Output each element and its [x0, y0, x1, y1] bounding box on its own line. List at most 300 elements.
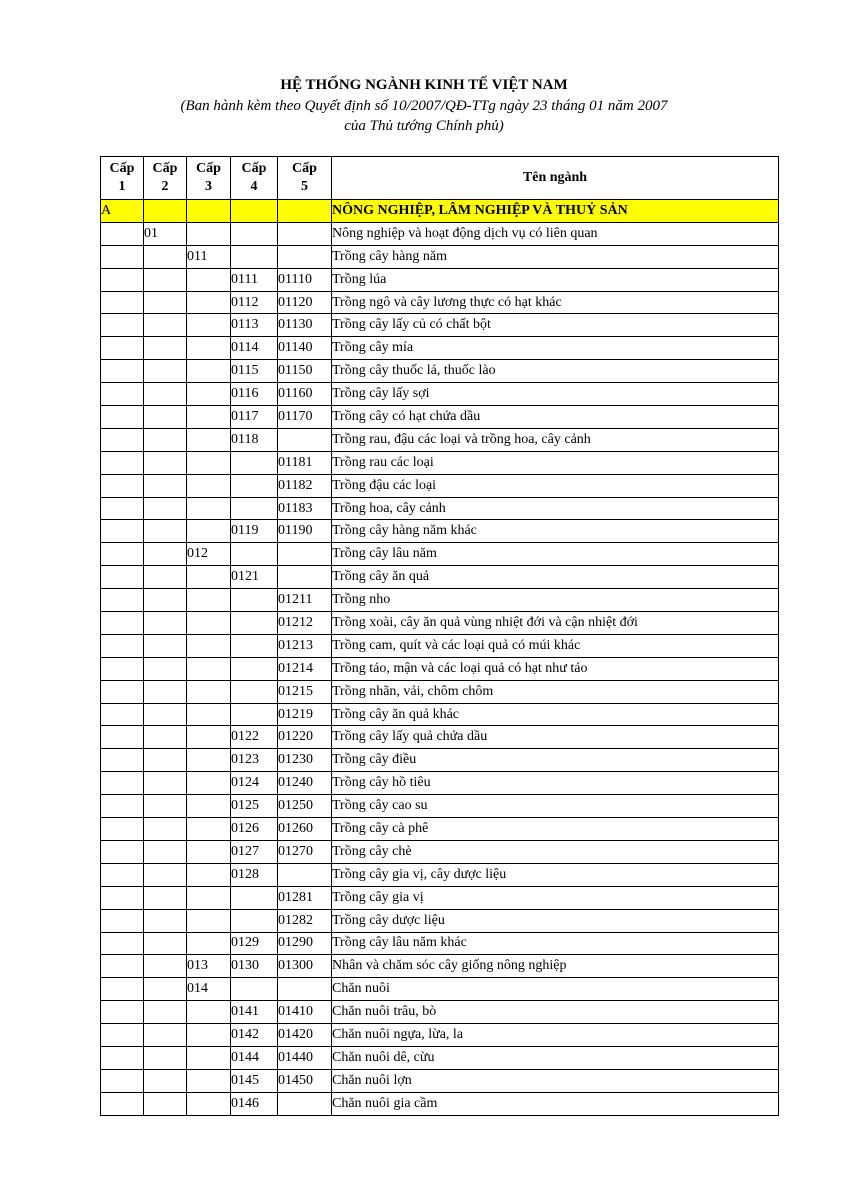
level-1-code-cell: [101, 314, 144, 337]
industry-name-cell: Trồng cây gia vị: [332, 886, 779, 909]
table-header-row: [101, 157, 779, 200]
header-cap-2-word: Cấp: [152, 161, 178, 176]
level-4-code-cell: 0117: [231, 406, 278, 429]
industry-name-cell: Trồng cây cà phê: [332, 818, 779, 841]
level-5-code-cell: 01190: [278, 520, 332, 543]
level-2-code-cell: [144, 840, 187, 863]
level-5-code-cell: 01150: [278, 360, 332, 383]
level-5-code-cell: 01182: [278, 474, 332, 497]
level-3-code-cell: [187, 566, 231, 589]
table-row: [101, 589, 779, 612]
table-row: [101, 360, 779, 383]
industry-name-cell: Trồng cam, quít và các loại quả có múi khác: [332, 634, 779, 657]
level-1-code-cell: [101, 772, 144, 795]
industry-name-cell: Trồng hoa, cây cảnh: [332, 497, 779, 520]
level-4-code-cell: [231, 222, 278, 245]
table-row: [101, 314, 779, 337]
level-2-code-cell: [144, 268, 187, 291]
header-cap-4: [231, 157, 278, 200]
level-1-code-cell: [101, 566, 144, 589]
level-1-code-cell: [101, 749, 144, 772]
level-5-code-cell: 01270: [278, 840, 332, 863]
level-1-code-cell: [101, 268, 144, 291]
industry-name-cell: Trồng nhãn, vải, chôm chôm: [332, 680, 779, 703]
table-row: [101, 726, 779, 749]
level-3-code-cell: [187, 680, 231, 703]
level-2-code-cell: [144, 1092, 187, 1115]
level-4-code-cell: 0115: [231, 360, 278, 383]
level-2-code-cell: [144, 1046, 187, 1069]
level-5-code-cell: 01181: [278, 451, 332, 474]
level-4-code-cell: 0129: [231, 932, 278, 955]
level-5-code-cell: 01440: [278, 1046, 332, 1069]
table-row: [101, 818, 779, 841]
industry-name-cell: Nhân và chăm sóc cây giống nông nghiệp: [332, 955, 779, 978]
industry-name-cell: Trồng cây cao su: [332, 795, 779, 818]
industry-name-cell: Trồng cây lâu năm: [332, 543, 779, 566]
level-1-code-cell: [101, 245, 144, 268]
industry-name-cell: NÔNG NGHIỆP, LÂM NGHIỆP VÀ THUỶ SẢN: [332, 200, 779, 223]
header-cap-3: [187, 157, 231, 200]
table-row: [101, 932, 779, 955]
level-5-code-cell: 01170: [278, 406, 332, 429]
level-4-code-cell: 0119: [231, 520, 278, 543]
industry-name-cell: Trồng cây chè: [332, 840, 779, 863]
industry-name-cell: Chăn nuôi lợn: [332, 1069, 779, 1092]
level-1-code-cell: [101, 932, 144, 955]
level-3-code-cell: [187, 795, 231, 818]
table-row: [101, 840, 779, 863]
table-row: [101, 222, 779, 245]
level-3-code-cell: [187, 1001, 231, 1024]
level-2-code-cell: [144, 886, 187, 909]
level-4-code-cell: [231, 543, 278, 566]
level-1-code-cell: [101, 909, 144, 932]
level-5-code-cell: [278, 978, 332, 1001]
level-3-code-cell: 013: [187, 955, 231, 978]
level-3-code-cell: [187, 909, 231, 932]
document-subtitle-line1: (Ban hành kèm theo Quyết định số 10/2007/QĐ-TTg ngày 23 tháng 01 năm 2007: [180, 98, 668, 114]
level-1-code-cell: [101, 726, 144, 749]
level-2-code-cell: [144, 703, 187, 726]
level-2-code-cell: [144, 406, 187, 429]
header-cap-2-number: 2: [161, 179, 169, 194]
table-row: [101, 680, 779, 703]
level-3-code-cell: [187, 840, 231, 863]
level-3-code-cell: [187, 200, 231, 223]
industry-name-cell: Trồng cây ăn quả khác: [332, 703, 779, 726]
level-3-code-cell: [187, 428, 231, 451]
level-5-code-cell: 01215: [278, 680, 332, 703]
level-3-code-cell: [187, 337, 231, 360]
level-1-code-cell: [101, 1092, 144, 1115]
level-3-code-cell: [187, 222, 231, 245]
level-1-code-cell: [101, 703, 144, 726]
level-4-code-cell: 0113: [231, 314, 278, 337]
header-industry-name: Tên ngành: [332, 157, 779, 200]
level-3-code-cell: [187, 1069, 231, 1092]
level-1-code-cell: [101, 634, 144, 657]
industry-name-cell: Trồng ngô và cây lương thực có hạt khác: [332, 291, 779, 314]
level-5-code-cell: [278, 863, 332, 886]
level-3-code-cell: [187, 1092, 231, 1115]
level-5-code-cell: 01160: [278, 383, 332, 406]
level-4-code-cell: [231, 909, 278, 932]
level-4-code-cell: 0118: [231, 428, 278, 451]
level-5-code-cell: [278, 200, 332, 223]
level-4-code-cell: [231, 634, 278, 657]
level-1-code-cell: [101, 955, 144, 978]
table-row: [101, 749, 779, 772]
level-4-code-cell: 0126: [231, 818, 278, 841]
table-row: [101, 268, 779, 291]
level-5-code-cell: [278, 245, 332, 268]
level-2-code-cell: [144, 1001, 187, 1024]
level-3-code-cell: [187, 726, 231, 749]
level-3-code-cell: [187, 703, 231, 726]
industry-name-cell: Trồng cây hàng năm khác: [332, 520, 779, 543]
level-2-code-cell: [144, 1024, 187, 1047]
level-2-code-cell: [144, 314, 187, 337]
level-3-code-cell: [187, 932, 231, 955]
level-4-code-cell: 0123: [231, 749, 278, 772]
level-2-code-cell: [144, 428, 187, 451]
industry-name-cell: Trồng cây có hạt chứa dầu: [332, 406, 779, 429]
industry-name-cell: Trồng cây lấy quả chứa dầu: [332, 726, 779, 749]
table-row: [101, 566, 779, 589]
industry-code-table: [100, 156, 779, 1116]
level-1-code-cell: [101, 680, 144, 703]
level-5-code-cell: 01410: [278, 1001, 332, 1024]
table-body: [101, 200, 779, 1116]
level-3-code-cell: 012: [187, 543, 231, 566]
header-cap-1: [101, 157, 144, 200]
level-3-code-cell: [187, 520, 231, 543]
level-2-code-cell: [144, 543, 187, 566]
level-5-code-cell: [278, 1092, 332, 1115]
table-row: [101, 955, 779, 978]
level-2-code-cell: [144, 520, 187, 543]
level-5-code-cell: 01260: [278, 818, 332, 841]
table-row: [101, 337, 779, 360]
industry-name-cell: Trồng rau, đậu các loại và trồng hoa, cây cảnh: [332, 428, 779, 451]
industry-name-cell: Nông nghiệp và hoạt động dịch vụ có liên quan: [332, 222, 779, 245]
level-1-code-cell: [101, 474, 144, 497]
level-5-code-cell: [278, 566, 332, 589]
level-3-code-cell: [187, 268, 231, 291]
level-4-code-cell: 0112: [231, 291, 278, 314]
level-3-code-cell: [187, 634, 231, 657]
table-row: [101, 1069, 779, 1092]
level-1-code-cell: [101, 291, 144, 314]
table-row: [101, 245, 779, 268]
header-cap-4-number: 4: [250, 179, 258, 194]
level-5-code-cell: 01211: [278, 589, 332, 612]
table-row: [101, 612, 779, 635]
document-header: [0, 74, 848, 136]
level-1-code-cell: [101, 337, 144, 360]
level-4-code-cell: [231, 245, 278, 268]
level-4-code-cell: [231, 703, 278, 726]
document-title: HỆ THỐNG NGÀNH KINH TẾ VIỆT NAM: [280, 77, 568, 93]
level-2-code-cell: [144, 566, 187, 589]
level-5-code-cell: 01183: [278, 497, 332, 520]
level-4-code-cell: 0142: [231, 1024, 278, 1047]
header-cap-3-word: Cấp: [196, 161, 221, 176]
level-3-code-cell: [187, 474, 231, 497]
level-5-code-cell: 01219: [278, 703, 332, 726]
level-2-code-cell: [144, 749, 187, 772]
level-3-code-cell: [187, 1046, 231, 1069]
table-row: [101, 1001, 779, 1024]
level-4-code-cell: [231, 497, 278, 520]
level-5-code-cell: [278, 222, 332, 245]
level-5-code-cell: 01420: [278, 1024, 332, 1047]
section-row: [101, 200, 779, 223]
level-2-code-cell: [144, 955, 187, 978]
level-1-code-cell: [101, 497, 144, 520]
level-1-code-cell: [101, 886, 144, 909]
level-4-code-cell: 0116: [231, 383, 278, 406]
level-2-code-cell: [144, 818, 187, 841]
header-cap-5: [278, 157, 332, 200]
level-4-code-cell: 0125: [231, 795, 278, 818]
level-3-code-cell: [187, 314, 231, 337]
header-cap-5-word: Cấp: [292, 161, 317, 176]
industry-name-cell: Trồng cây thuốc lá, thuốc lào: [332, 360, 779, 383]
level-3-code-cell: 014: [187, 978, 231, 1001]
level-2-code-cell: [144, 337, 187, 360]
industry-name-cell: Trồng cây ăn quả: [332, 566, 779, 589]
level-5-code-cell: 01290: [278, 932, 332, 955]
level-4-code-cell: [231, 886, 278, 909]
industry-name-cell: Chăn nuôi trâu, bò: [332, 1001, 779, 1024]
table-row: [101, 863, 779, 886]
industry-name-cell: Trồng cây hàng năm: [332, 245, 779, 268]
level-4-code-cell: 0144: [231, 1046, 278, 1069]
level-5-code-cell: 01450: [278, 1069, 332, 1092]
level-1-code-cell: [101, 451, 144, 474]
level-2-code-cell: [144, 474, 187, 497]
table-row: [101, 520, 779, 543]
industry-name-cell: Chăn nuôi: [332, 978, 779, 1001]
level-5-code-cell: [278, 428, 332, 451]
level-1-code-cell: [101, 360, 144, 383]
level-1-code-cell: [101, 383, 144, 406]
industry-name-cell: Chăn nuôi ngựa, lừa, la: [332, 1024, 779, 1047]
level-1-code-cell: [101, 795, 144, 818]
level-3-code-cell: [187, 360, 231, 383]
level-1-code-cell: [101, 1046, 144, 1069]
industry-name-cell: Chăn nuôi gia cầm: [332, 1092, 779, 1115]
table-row: [101, 543, 779, 566]
level-4-code-cell: [231, 612, 278, 635]
level-4-code-cell: 0111: [231, 268, 278, 291]
level-4-code-cell: 0141: [231, 1001, 278, 1024]
level-3-code-cell: [187, 383, 231, 406]
level-5-code-cell: 01220: [278, 726, 332, 749]
table-row: [101, 703, 779, 726]
level-1-code-cell: [101, 840, 144, 863]
level-5-code-cell: 01281: [278, 886, 332, 909]
table-row: [101, 428, 779, 451]
header-cap-4-word: Cấp: [241, 161, 267, 176]
industry-name-cell: Trồng đậu các loại: [332, 474, 779, 497]
level-2-code-cell: [144, 932, 187, 955]
industry-name-cell: Trồng cây hồ tiêu: [332, 772, 779, 795]
table-row: [101, 886, 779, 909]
table-row: [101, 406, 779, 429]
level-2-code-cell: [144, 497, 187, 520]
level-2-code-cell: [144, 451, 187, 474]
table-row: [101, 1024, 779, 1047]
level-1-code-cell: [101, 222, 144, 245]
table-row: [101, 291, 779, 314]
table-row: [101, 657, 779, 680]
level-2-code-cell: [144, 680, 187, 703]
level-2-code-cell: [144, 909, 187, 932]
level-2-code-cell: [144, 657, 187, 680]
table-row: [101, 795, 779, 818]
level-4-code-cell: [231, 589, 278, 612]
industry-name-cell: Trồng cây lâu năm khác: [332, 932, 779, 955]
level-4-code-cell: 0146: [231, 1092, 278, 1115]
level-1-code-cell: [101, 543, 144, 566]
industry-name-cell: Trồng xoài, cây ăn quả vùng nhiệt đới và cận nhiệt đới: [332, 612, 779, 635]
level-3-code-cell: [187, 772, 231, 795]
level-5-code-cell: 01212: [278, 612, 332, 635]
industry-name-cell: Trồng rau các loại: [332, 451, 779, 474]
header-cap-3-number: 3: [205, 179, 212, 194]
level-4-code-cell: 0130: [231, 955, 278, 978]
level-3-code-cell: [187, 291, 231, 314]
industry-name-cell: Trồng cây dược liệu: [332, 909, 779, 932]
level-2-code-cell: [144, 978, 187, 1001]
level-2-code-cell: [144, 772, 187, 795]
level-4-code-cell: [231, 657, 278, 680]
document-subtitle-line2: của Thủ tướng Chính phủ): [344, 118, 504, 134]
level-1-code-cell: [101, 428, 144, 451]
level-3-code-cell: [187, 657, 231, 680]
level-4-code-cell: 0114: [231, 337, 278, 360]
level-5-code-cell: 01110: [278, 268, 332, 291]
level-1-code-cell: [101, 863, 144, 886]
level-2-code-cell: [144, 383, 187, 406]
industry-name-cell: Trồng nho: [332, 589, 779, 612]
table-row: [101, 497, 779, 520]
level-2-code-cell: [144, 291, 187, 314]
level-1-code-cell: [101, 657, 144, 680]
level-4-code-cell: [231, 978, 278, 1001]
level-1-code-cell: [101, 1024, 144, 1047]
level-3-code-cell: [187, 749, 231, 772]
level-5-code-cell: 01130: [278, 314, 332, 337]
industry-name-cell: Trồng táo, mận và các loại quả có hạt như táo: [332, 657, 779, 680]
table-row: [101, 634, 779, 657]
level-5-code-cell: 01282: [278, 909, 332, 932]
level-2-code-cell: [144, 612, 187, 635]
level-1-code-cell: [101, 1069, 144, 1092]
table-row: [101, 383, 779, 406]
level-3-code-cell: [187, 497, 231, 520]
level-4-code-cell: [231, 200, 278, 223]
level-4-code-cell: 0128: [231, 863, 278, 886]
level-4-code-cell: [231, 680, 278, 703]
level-3-code-cell: [187, 818, 231, 841]
industry-name-cell: Chăn nuôi dê, cừu: [332, 1046, 779, 1069]
level-1-code-cell: [101, 612, 144, 635]
industry-name-cell: Trồng cây mía: [332, 337, 779, 360]
level-2-code-cell: [144, 795, 187, 818]
level-2-code-cell: [144, 360, 187, 383]
level-4-code-cell: 0122: [231, 726, 278, 749]
level-5-code-cell: 01120: [278, 291, 332, 314]
header-cap-2: [144, 157, 187, 200]
table-row: [101, 1092, 779, 1115]
level-1-code-cell: [101, 406, 144, 429]
level-4-code-cell: 0145: [231, 1069, 278, 1092]
level-2-code-cell: [144, 245, 187, 268]
level-2-code-cell: [144, 1069, 187, 1092]
level-3-code-cell: [187, 406, 231, 429]
level-1-code-cell: [101, 520, 144, 543]
level-5-code-cell: 01300: [278, 955, 332, 978]
level-1-code-cell: A: [101, 200, 144, 223]
level-3-code-cell: [187, 886, 231, 909]
level-1-code-cell: [101, 818, 144, 841]
level-3-code-cell: [187, 1024, 231, 1047]
level-2-code-cell: [144, 726, 187, 749]
industry-name-cell: Trồng cây gia vị, cây dược liệu: [332, 863, 779, 886]
level-4-code-cell: 0127: [231, 840, 278, 863]
level-4-code-cell: [231, 451, 278, 474]
level-5-code-cell: 01213: [278, 634, 332, 657]
table-row: [101, 772, 779, 795]
industry-name-cell: Trồng cây điều: [332, 749, 779, 772]
level-4-code-cell: 0121: [231, 566, 278, 589]
level-2-code-cell: 01: [144, 222, 187, 245]
industry-name-cell: Trồng cây lấy củ có chất bột: [332, 314, 779, 337]
header-cap-1-number: 1: [118, 179, 126, 194]
level-5-code-cell: 01250: [278, 795, 332, 818]
table-row: [101, 451, 779, 474]
level-2-code-cell: [144, 589, 187, 612]
level-3-code-cell: [187, 612, 231, 635]
level-3-code-cell: [187, 589, 231, 612]
level-1-code-cell: [101, 978, 144, 1001]
industry-name-cell: Trồng lúa: [332, 268, 779, 291]
level-3-code-cell: 011: [187, 245, 231, 268]
level-5-code-cell: 01214: [278, 657, 332, 680]
header-cap-1-word: Cấp: [109, 161, 135, 176]
level-2-code-cell: [144, 200, 187, 223]
level-5-code-cell: 01140: [278, 337, 332, 360]
level-4-code-cell: [231, 474, 278, 497]
header-cap-5-number: 5: [301, 179, 308, 194]
table-row: [101, 909, 779, 932]
level-5-code-cell: 01240: [278, 772, 332, 795]
table-row: [101, 978, 779, 1001]
level-3-code-cell: [187, 451, 231, 474]
level-4-code-cell: 0124: [231, 772, 278, 795]
industry-name-cell: Trồng cây lấy sợi: [332, 383, 779, 406]
level-2-code-cell: [144, 634, 187, 657]
level-5-code-cell: 01230: [278, 749, 332, 772]
level-1-code-cell: [101, 1001, 144, 1024]
level-3-code-cell: [187, 863, 231, 886]
level-5-code-cell: [278, 543, 332, 566]
level-2-code-cell: [144, 863, 187, 886]
